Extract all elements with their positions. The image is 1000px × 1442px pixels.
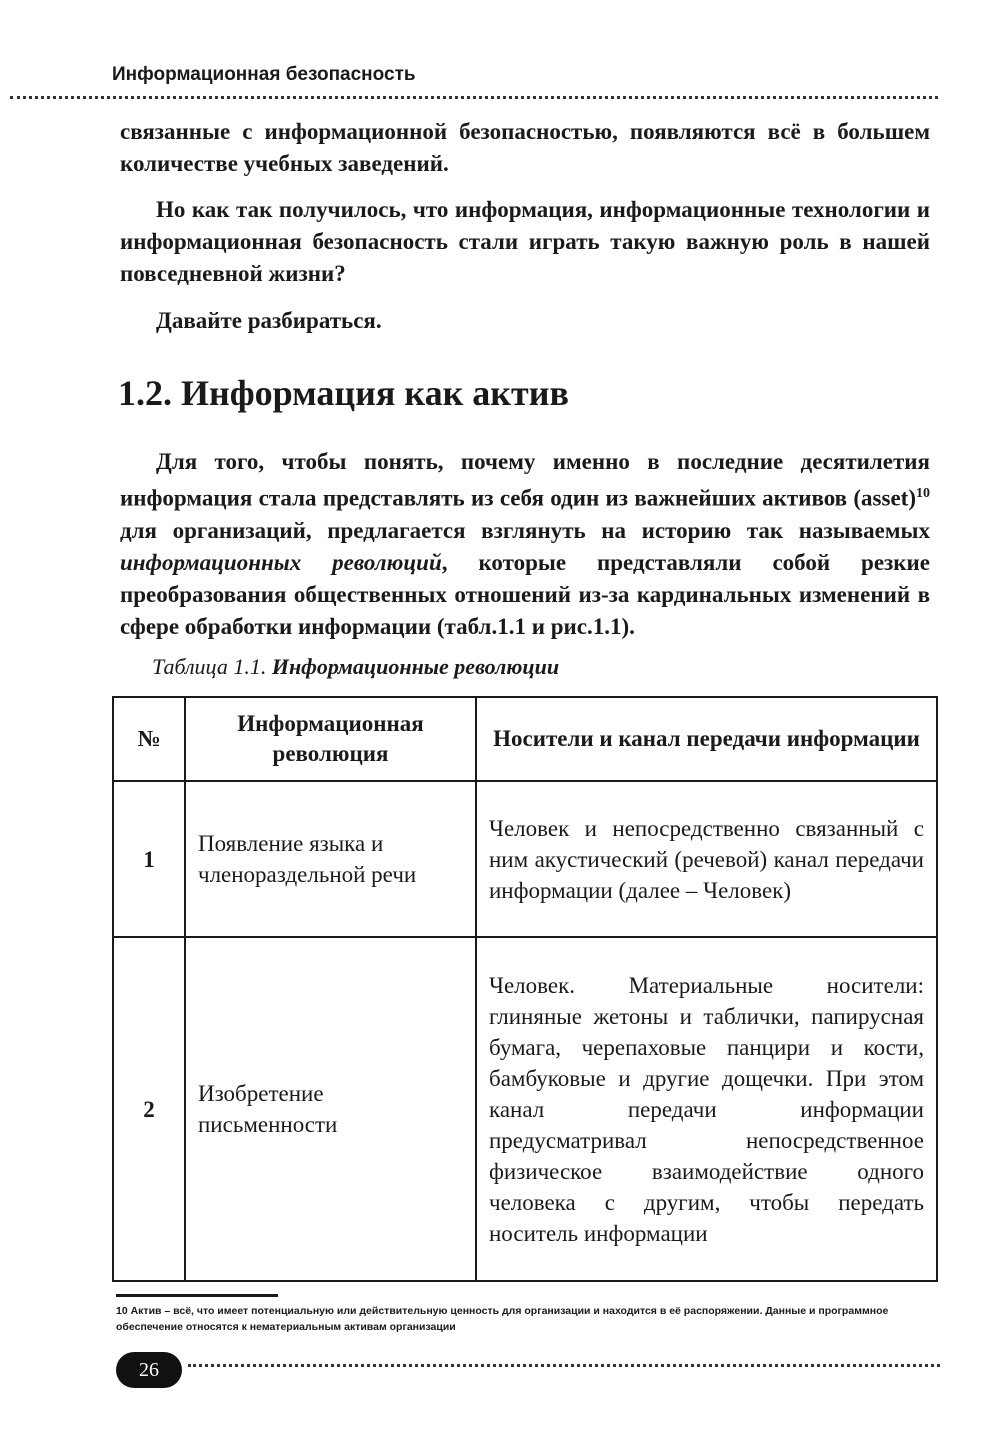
header-carriers: Носители и канал передачи информации [476, 697, 937, 781]
paragraph-lets-figure-out: Давайте разбираться. [156, 308, 382, 333]
footnote-ref: 10 [916, 486, 930, 501]
caption-title: Информационные революции [271, 654, 560, 679]
cell-carriers: Человек и непосредственно связанный с ним акустический (речевой) канал передачи информации (далее – Человек) [476, 781, 937, 937]
revolutions-table [112, 696, 938, 1282]
header-divider [10, 96, 938, 99]
paragraph-information-asset [120, 446, 930, 643]
table-row [113, 937, 937, 1281]
main-text-part3: , которые представляли собой резкие преобразования общественных отношений из-за кардинальных изменений в сфере обработки информации (табл.1.1 и рис.1.1). [120, 549, 931, 639]
caption-prefix: Таблица 1.1. [152, 654, 272, 679]
footnote: 10 Актив – всё, что имеет потенциальную или действительную ценность для организации и находится в её распоряжении. Данные и программное обеспечение относятся к нематериальным активам организации [116, 1305, 889, 1333]
section-heading: 1.2. Информация как актив [118, 373, 569, 413]
cell-num: 1 [113, 781, 185, 937]
main-text-part1: Для того, чтобы понять, почему именно в последние десятилетия информация стала представлять из себя один из важнейших активов (asset) [120, 449, 930, 511]
running-header: Информационная безопасность [112, 64, 416, 85]
page-number: 26 [116, 1352, 182, 1388]
cell-num: 2 [113, 937, 185, 1281]
header-revolution: Информационная революция [185, 697, 476, 781]
cell-revolution: Появление языка и членораздельной речи [185, 781, 476, 937]
main-text-italic: информационных революций [120, 549, 442, 575]
footer-divider [188, 1364, 940, 1367]
footnote-separator [116, 1294, 278, 1297]
table-row [113, 781, 937, 937]
main-text-part2: для организаций, предлагается взглянуть на историю так называемых [120, 517, 930, 543]
header-num: № [113, 697, 185, 781]
paragraph-question: Но как так получилось, что информация, информационные технологии и информационная безопасность стали играть такую важную роль в нашей повседневной жизни? [120, 197, 930, 286]
cell-revolution: Изобретение письменности [185, 937, 476, 1281]
paragraph-continuation: связанные с информационной безопасностью, появляются всё в большем количестве учебных заведений. [120, 119, 930, 176]
cell-carriers: Человек. Материальные носители: глиняные жетоны и таблички, папирусная бумага, черепаховые панцири и кости, бамбуковые и другие дощечки. При этом канал передачи информации предусматривал непосредственное физическое взаимодействие одного человека с другим, чтобы передать носитель информации [476, 937, 937, 1281]
table-caption [152, 654, 559, 680]
table-header-row [113, 697, 937, 781]
